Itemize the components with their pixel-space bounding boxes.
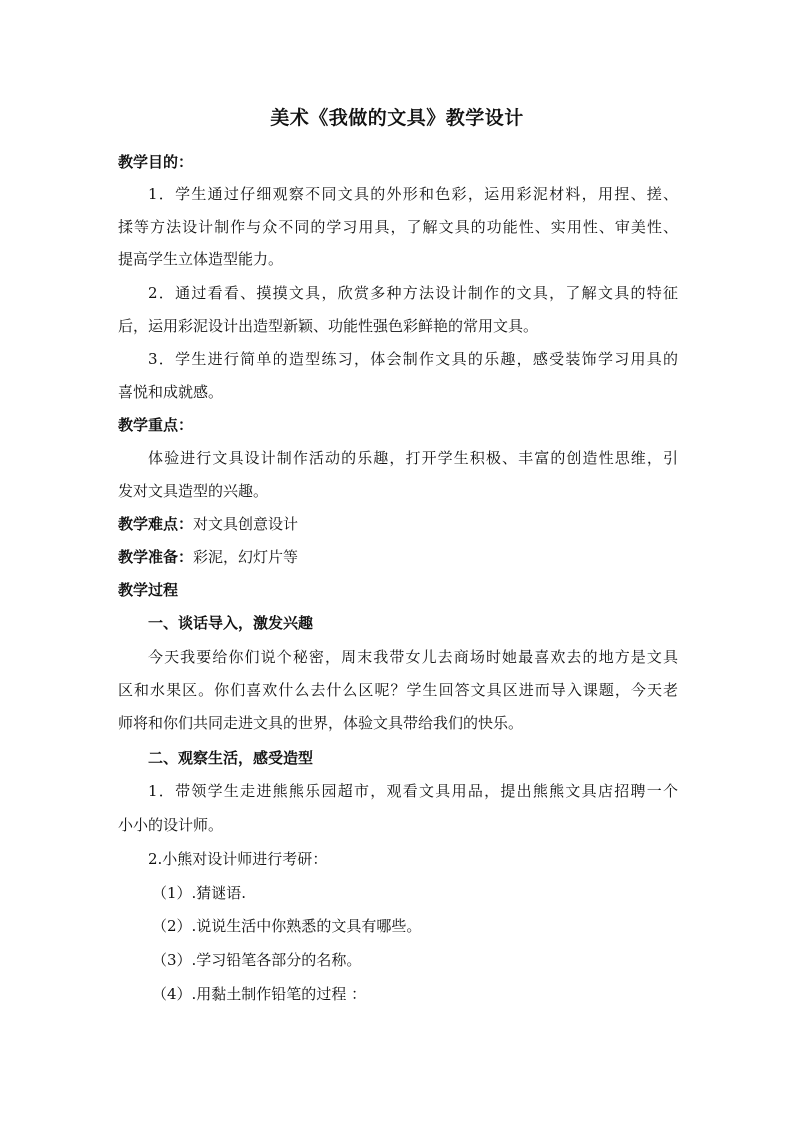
list-item: （2）.说说生活中你熟悉的文具有哪些。: [152, 917, 422, 935]
document-title: 美术《我做的文具》教学设计: [270, 107, 524, 129]
preparation-row: [118, 547, 678, 567]
paragraph-line: 1．带领学生走进熊熊乐园超市，观看文具用品，提出熊熊文具店招聘一个: [148, 782, 678, 800]
paragraph-line: 2．通过看看、摸摸文具，欣赏多种方法设计制作的文具，了解文具的特征: [148, 284, 678, 302]
paragraph-line: 喜悦和成就感。: [118, 383, 224, 401]
paragraph-line: 后，运用彩泥设计出造型新颖、功能性强色彩鲜艳的常用文具。: [118, 317, 539, 335]
difficulty-row: [118, 514, 678, 534]
list-item: （4）.用黏土制作铅笔的过程 ：: [152, 985, 367, 1003]
paragraph-line: 揉等方法设计制作与众不同的学习用具，了解文具的功能性、实用性、审美性、: [118, 218, 678, 236]
paragraph-line: 小小的设计师。: [118, 816, 224, 834]
paragraph-line: 发对文具造型的兴趣。: [118, 482, 269, 500]
list-item: （1）.猜谜语.: [152, 884, 247, 902]
section-heading-process: 教学过程: [118, 581, 179, 599]
paragraph-line: 师将和你们共同走进文具的世界，体验文具带给我们的快乐。: [118, 714, 524, 732]
step-heading: 一、谈话导入，激发兴趣: [148, 614, 314, 632]
paragraph-line: 3．学生进行简单的造型练习，体会制作文具的乐趣，感受装饰学习用具的: [148, 350, 678, 368]
step-heading: 二、观察生活，感受造型: [148, 749, 314, 767]
section-heading-goals: 教学目的：: [118, 153, 194, 171]
preparation-label: 教学准备：: [118, 548, 194, 566]
paragraph-line: 提高学生立体造型能力。: [118, 250, 284, 268]
list-item: （3）.学习铅笔各部分的名称。: [152, 951, 362, 969]
preparation-value: 彩泥，幻灯片等: [193, 548, 299, 566]
paragraph-line: 体验进行文具设计制作活动的乐趣，打开学生积极、丰富的创造性思维，引: [148, 449, 678, 467]
list-item: 2.小熊对设计师进行考研：: [148, 850, 328, 868]
paragraph-line: 区和水果区。你们喜欢什么去什么区呢？学生回答文具区进而导入课题，今天老: [118, 681, 678, 699]
paragraph-line: 1．学生通过仔细观察不同文具的外形和色彩，运用彩泥材料，用捏、搓、: [148, 185, 678, 203]
paragraph-line: 今天我要给你们说个秘密，周末我带女儿去商场时她最喜欢去的地方是文具: [148, 648, 678, 666]
difficulty-value: 对文具创意设计: [193, 515, 299, 533]
difficulty-label: 教学难点：: [118, 515, 194, 533]
section-heading-key-points: 教学重点：: [118, 416, 194, 434]
